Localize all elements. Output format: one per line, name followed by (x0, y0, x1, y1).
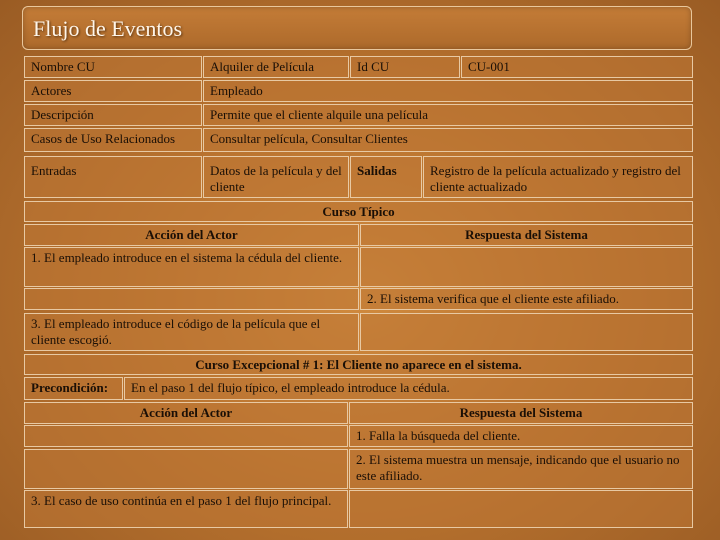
curso-tipico-empty-2 (24, 288, 359, 310)
actores-label: Actores (24, 80, 202, 102)
curso-excepcional-empty-2 (24, 449, 348, 489)
salidas-value: Registro de la película actualizado y registro del cliente actualizado (423, 156, 693, 198)
curso-tipico-col-actor: Acción del Actor (24, 224, 359, 246)
curso-excepcional-step1: 1. Falla la búsqueda del cliente. (349, 425, 693, 447)
descripcion-value: Permite que el cliente alquile una película (203, 104, 693, 126)
curso-excepcional-step3: 3. El caso de uso continúa en el paso 1 del flujo principal. (24, 490, 348, 528)
curso-tipico-step2: 2. El sistema verifica que el cliente este afiliado. (360, 288, 693, 310)
curso-tipico-header: Curso Típico (24, 201, 693, 222)
precondicion-value: En el paso 1 del flujo típico, el empleado introduce la cédula. (124, 377, 693, 400)
precondicion-label: Precondición: (24, 377, 123, 400)
id-cu-label: Id CU (350, 56, 460, 78)
curso-excepcional-step2: 2. El sistema muestra un mensaje, indicando que el usuario no este afiliado. (349, 449, 693, 489)
page-title: Flujo de Eventos (33, 16, 183, 41)
curso-excepcional-empty-3 (349, 490, 693, 528)
casos-label: Casos de Uso Relacionados (24, 128, 202, 152)
salidas-label: Salidas (350, 156, 422, 198)
nombre-cu-value: Alquiler de Película (203, 56, 349, 78)
curso-tipico-step1: 1. El empleado introduce en el sistema la cédula del cliente. (24, 247, 359, 287)
title-bar (22, 6, 692, 50)
nombre-cu-label: Nombre CU (24, 56, 202, 78)
curso-excepcional-col-actor: Acción del Actor (24, 402, 348, 424)
curso-tipico-step3: 3. El empleado introduce el código de la película que el cliente escogió. (24, 313, 359, 351)
curso-tipico-empty-3 (360, 313, 693, 351)
actores-value: Empleado (203, 80, 693, 102)
entradas-value: Datos de la película y del cliente (203, 156, 349, 198)
curso-excepcional-col-sistema: Respuesta del Sistema (349, 402, 693, 424)
id-cu-value: CU-001 (461, 56, 693, 78)
descripcion-label: Descripción (24, 104, 202, 126)
entradas-label: Entradas (24, 156, 202, 198)
curso-tipico-col-sistema: Respuesta del Sistema (360, 224, 693, 246)
curso-excepcional-empty-1 (24, 425, 348, 447)
casos-value: Consultar película, Consultar Clientes (203, 128, 693, 152)
curso-tipico-empty-1 (360, 247, 693, 287)
curso-excepcional-header: Curso Excepcional # 1: El Cliente no aparece en el sistema. (24, 354, 693, 375)
